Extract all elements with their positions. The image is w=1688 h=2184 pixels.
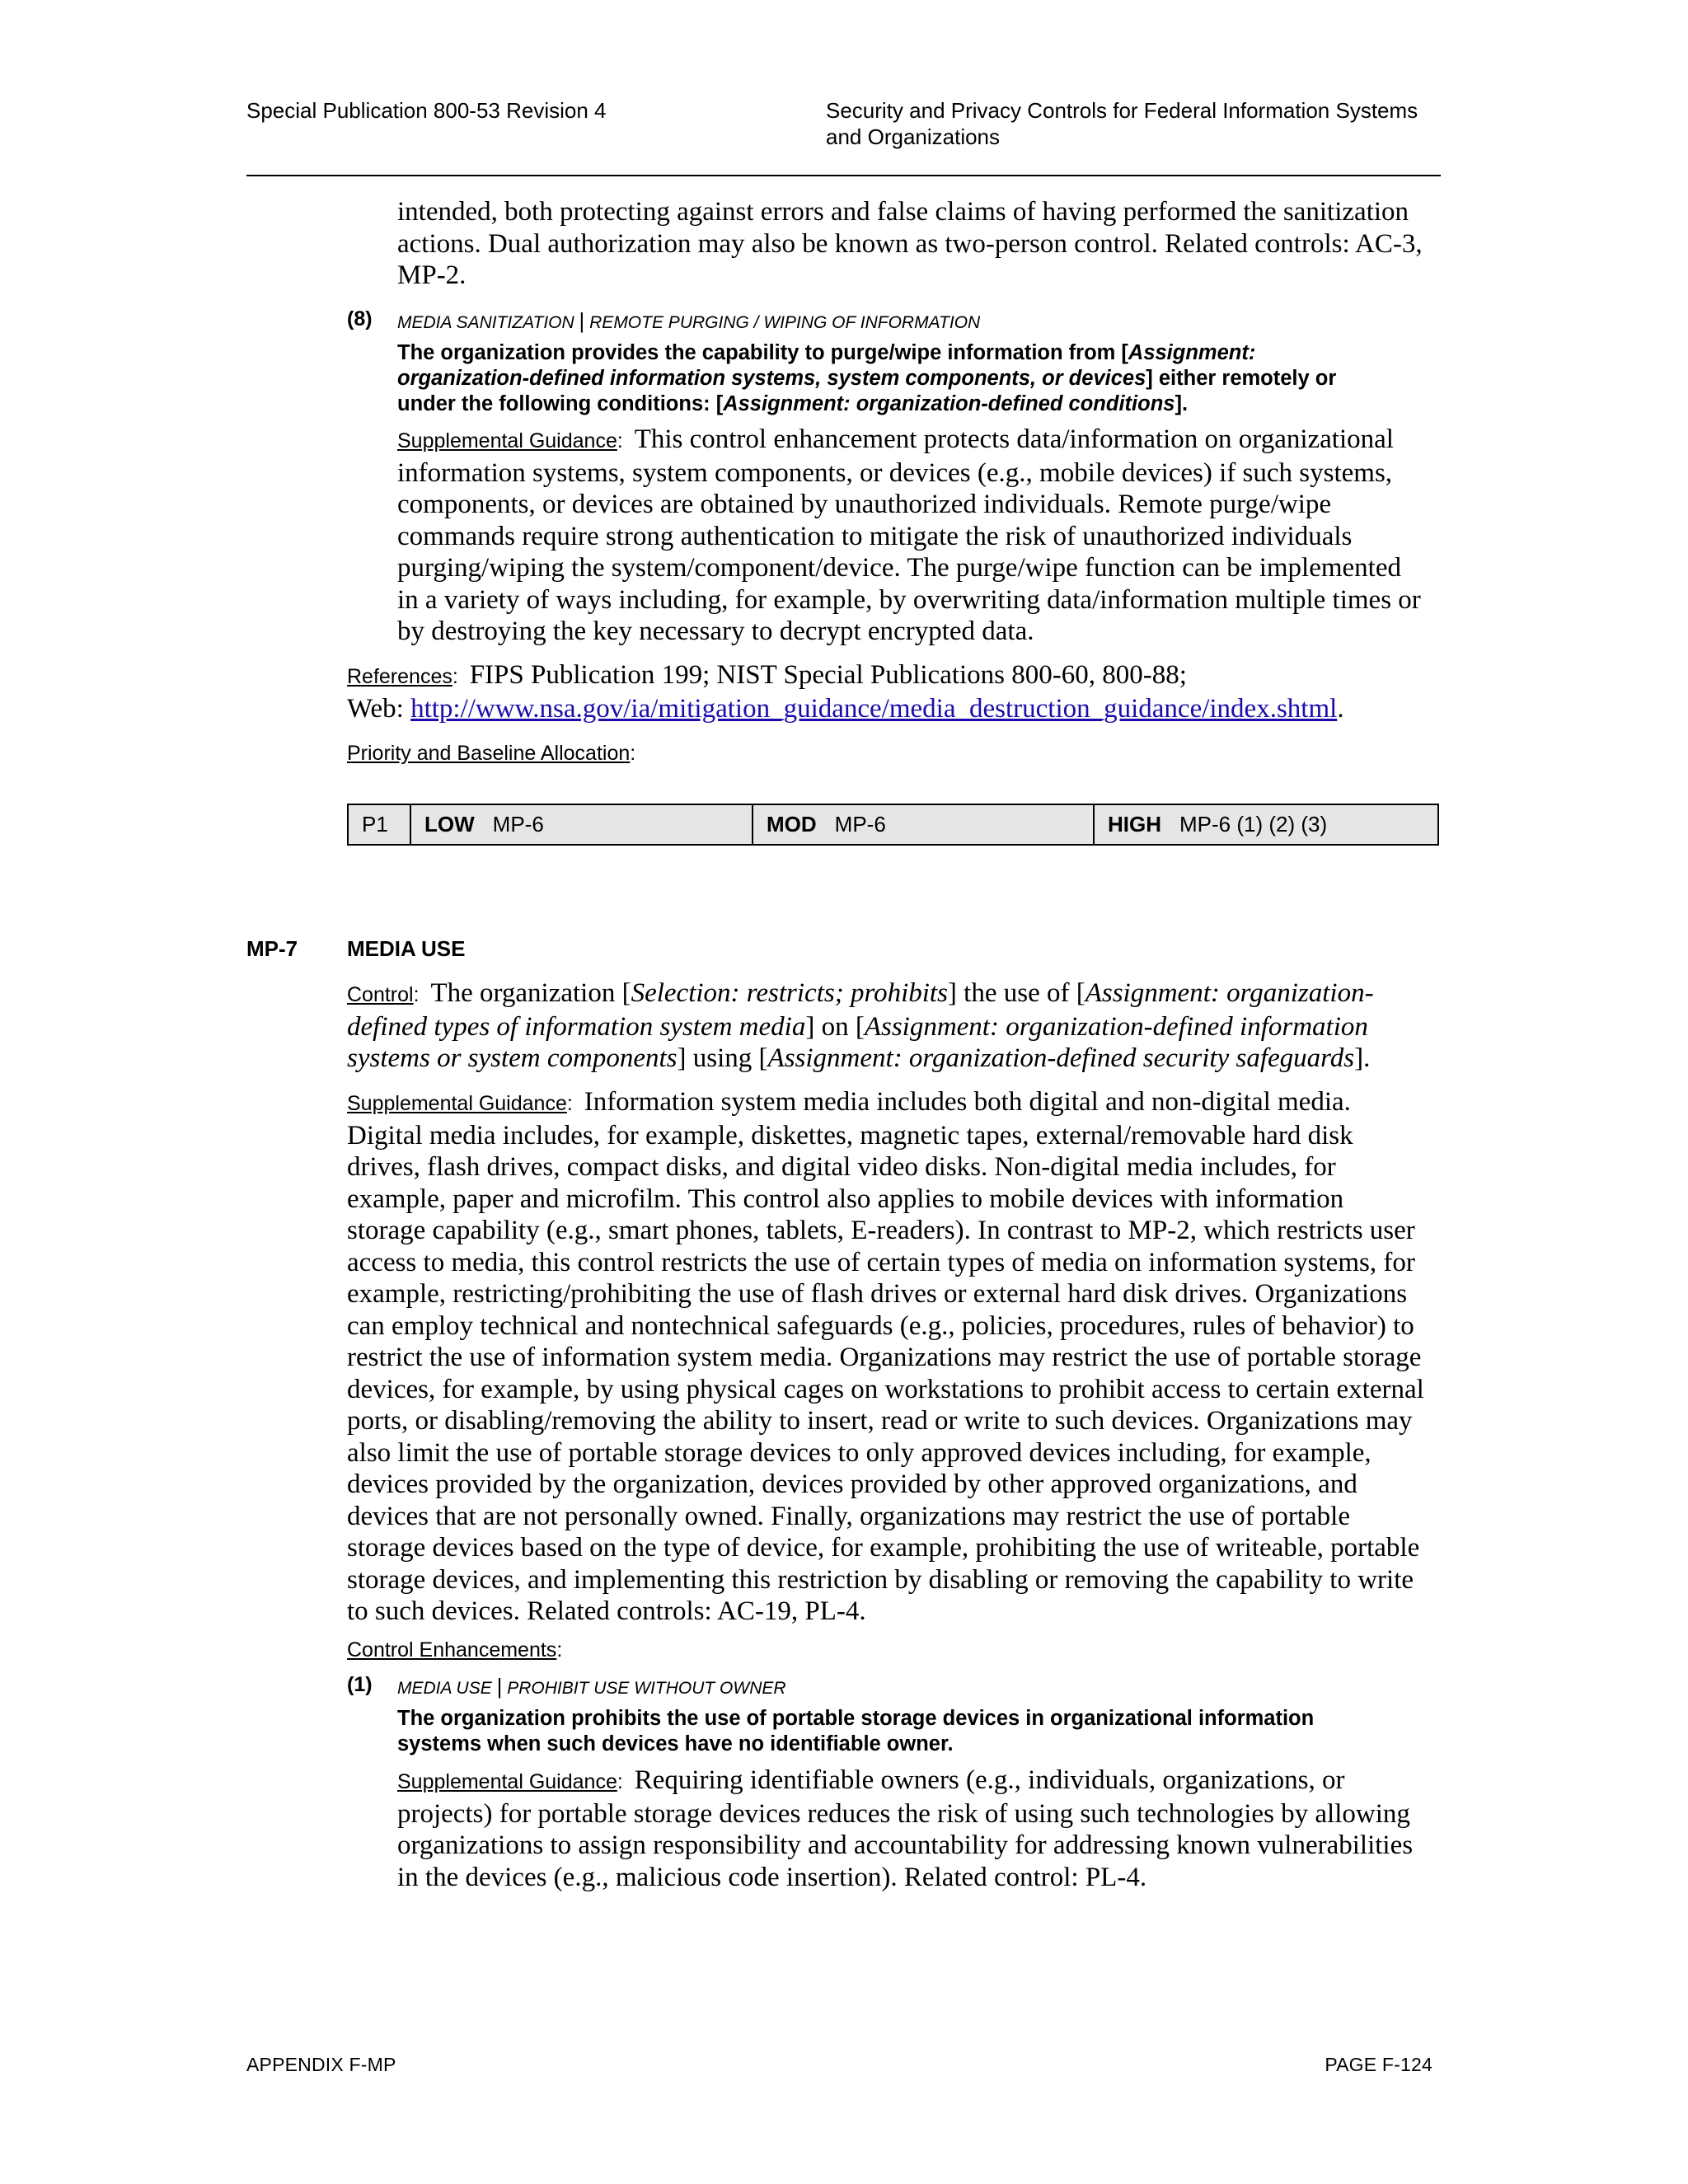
text-line: commands require strong authentication to mitigate the risk of unauthorized individuals: [397, 521, 1353, 551]
enhancement-title-part-a: MEDIA USE: [397, 1679, 492, 1698]
high-value: MP-6 (1) (2) (3): [1179, 812, 1328, 837]
priority-cell: [349, 805, 411, 844]
enhancement-title-part-b: REMOTE PURGING / WIPING OF INFORMATION: [589, 313, 981, 332]
text-line: organizations to assign responsibility and accountability for addressing known vulnerabilities: [397, 1830, 1414, 1860]
references: [347, 659, 1443, 724]
priority-value: P1: [362, 812, 388, 837]
priority-label: Priority and Baseline Allocation: [347, 742, 631, 765]
text-line: by destroying the key necessary to decrypt encrypted data.: [397, 616, 1034, 646]
control-text: systems when such devices have no identifiable owner.: [397, 1732, 954, 1755]
control-text: ] the use of [: [947, 978, 1085, 1008]
continuation-paragraph: [397, 196, 1444, 292]
text-line: Requiring identifiable owners (e.g., individuals, organizations, or: [634, 1765, 1345, 1795]
label-colon: :: [452, 665, 470, 688]
enhancement-guidance: [397, 1765, 1444, 1893]
selection-text: Selection: restricts; prohibits: [631, 978, 948, 1008]
enhancement-number: (1): [347, 1673, 373, 1696]
text-line: storage capability (e.g., smart phones, tablets, E-readers). In contrast to MP-2, which restricts user: [347, 1216, 1415, 1245]
text-line: projects) for portable storage devices reduces the risk of using such technologies by allowing: [397, 1798, 1410, 1829]
text-tail: .: [1337, 693, 1344, 724]
running-header-left: Special Publication 800-53 Revision 4: [246, 98, 607, 123]
guidance-label: Supplemental Guidance: [347, 1092, 567, 1115]
priority-label-row: [347, 742, 635, 766]
nsa-guidance-link[interactable]: http://www.nsa.gov/ia/mitigation_guidance/media_destruction_guidance/index.shtml: [410, 693, 1338, 724]
assignment-text: Assignment: organization-: [1085, 978, 1374, 1008]
running-header-right-line1: Security and Privacy Controls for Federal Information Systems: [826, 98, 1418, 123]
high-label: HIGH: [1108, 812, 1161, 837]
text-line: devices provided by the organization, devices provided by other approved organizations, and: [347, 1469, 1357, 1499]
text-line: devices that are not personally owned. Finally, organizations may restrict the use of portable: [347, 1501, 1350, 1531]
assignment-text: Assignment:: [1128, 341, 1256, 364]
references-label: References: [347, 665, 452, 688]
web-prefix: Web:: [347, 693, 411, 724]
label-colon: :: [566, 1092, 584, 1115]
assignment-text: organization-defined information systems, system components, or devices: [397, 367, 1146, 390]
title-separator: |: [579, 308, 585, 333]
header-rule: [246, 175, 1441, 176]
text-line: in the devices (e.g., malicious code insertion). Related control: PL-4.: [397, 1862, 1147, 1892]
low-value: MP-6: [492, 812, 544, 837]
text-line: information systems, system components, or devices (e.g., mobile devices) if such systems,: [397, 457, 1393, 488]
text-line: example, restricting/prohibiting the use of flash drives or external hard disk drives. Organizations: [347, 1279, 1408, 1309]
text-line: devices, for example, by using physical cages on workstations to prohibit access to certain external: [347, 1374, 1424, 1404]
mod-label: MOD: [767, 812, 817, 837]
enhancement-control-text: [397, 340, 1436, 417]
label-colon: :: [617, 429, 635, 452]
control-statement: [347, 977, 1443, 1075]
assignment-text: systems or system components: [347, 1043, 678, 1073]
enhancement-title: [397, 1674, 786, 1699]
mod-value: MP-6: [834, 812, 886, 837]
control-label: Control: [347, 983, 414, 1006]
label-colon: :: [617, 1770, 635, 1793]
enhancement-guidance: [397, 424, 1444, 648]
control-text: ].: [1354, 1043, 1371, 1073]
footer-page-number: PAGE F-124: [1325, 2054, 1432, 2075]
text-line: storage devices based on the type of device, for example, prohibiting the use of writeable, portable: [347, 1533, 1420, 1563]
text-line: actions. Dual authorization may also be known as two-person control. Related controls: AC-3,: [397, 228, 1423, 259]
text-line: components, or devices are obtained by unauthorized individuals. Remote purge/wipe: [397, 490, 1332, 519]
text-line: storage devices, and implementing this restriction by disabling or removing the capability to write: [347, 1564, 1414, 1595]
mod-baseline-cell: [753, 805, 1095, 844]
control-title: MEDIA USE: [347, 936, 466, 961]
enhancement-title-part-a: MEDIA SANITIZATION: [397, 313, 574, 332]
control-text: ] either remotely or: [1146, 367, 1337, 390]
control-text: The organization prohibits the use of portable storage devices in organizational information: [397, 1707, 1315, 1730]
assignment-text: Assignment: organization-defined security safeguards: [767, 1043, 1355, 1073]
enhancement-number: (8): [347, 307, 373, 330]
text-line: to such devices. Related controls: AC-19, PL-4.: [347, 1596, 866, 1626]
label-colon: :: [556, 1638, 563, 1661]
enhancement-title: [397, 308, 980, 334]
references-text: FIPS Publication 199; NIST Special Publications 800-60, 800-88;: [469, 660, 1187, 690]
assignment-text: Assignment: organization-defined conditions: [723, 392, 1175, 415]
baseline-allocation-table: [347, 804, 1439, 846]
control-id: MP-7: [246, 936, 298, 961]
title-separator: |: [496, 1674, 503, 1699]
enhancement-control-text: [397, 1706, 1436, 1757]
control-text: ] on [: [805, 1011, 865, 1042]
mp7-supplemental-guidance: [347, 1086, 1447, 1628]
running-header-right: [826, 97, 1452, 150]
footer-appendix: APPENDIX F-MP: [246, 2054, 396, 2075]
control-enhancements-heading: [347, 1638, 562, 1662]
guidance-label: Supplemental Guidance: [397, 429, 617, 452]
text-line: example, paper and microfilm. This control also applies to mobile devices with information: [347, 1183, 1344, 1214]
guidance-label: Supplemental Guidance: [397, 1770, 617, 1793]
text-line: can employ technical and nontechnical safeguards (e.g., policies, procedures, rules of behavior) to: [347, 1310, 1414, 1341]
text-line: restrict the use of information system media. Organizations may restrict the use of portable storage: [347, 1343, 1422, 1372]
label-colon: :: [630, 742, 636, 765]
control-text: The organization [: [430, 978, 631, 1008]
text-line: also limit the use of portable storage devices to only approved devices including, for example,: [347, 1437, 1372, 1468]
running-header-right-line2: and Organizations: [826, 124, 1001, 149]
text-line: in a variety of ways including, for example, by overwriting data/information multiple times or: [397, 584, 1421, 615]
low-baseline-cell: [411, 805, 753, 844]
text-line: Information system media includes both digital and non-digital media.: [584, 1087, 1351, 1117]
control-enhancements-label: Control Enhancements: [347, 1638, 557, 1661]
low-label: LOW: [424, 812, 475, 837]
text-line: purging/wiping the system/component/device. The purge/wipe function can be implemented: [397, 553, 1401, 583]
text-line: access to media, this control restricts the use of certain types of media on information systems, for: [347, 1247, 1415, 1277]
text-line: This control enhancement protects data/information on organizational: [634, 424, 1394, 454]
control-text: The organization provides the capability to purge/wipe information from [: [397, 341, 1128, 364]
label-colon: :: [413, 983, 431, 1006]
text-line: intended, both protecting against errors and false claims of having performed the sanitization: [397, 197, 1409, 227]
control-text: ].: [1175, 392, 1189, 415]
assignment-text: defined types of information system media: [347, 1011, 806, 1042]
text-line: MP-2.: [397, 260, 467, 290]
high-baseline-cell: [1095, 805, 1437, 844]
text-line: ports, or disabling/removing the ability to insert, read or write to such devices. Organizations may: [347, 1406, 1413, 1436]
text-line: Digital media includes, for example, diskettes, magnetic tapes, external/removable hard disk: [347, 1120, 1353, 1151]
control-text: ] using [: [677, 1043, 768, 1073]
text-line: drives, flash drives, compact disks, and digital video disks. Non-digital media includes, for: [347, 1152, 1336, 1182]
enhancement-title-part-b: PROHIBIT USE WITHOUT OWNER: [507, 1679, 786, 1698]
control-text: under the following conditions: [: [397, 392, 724, 415]
assignment-text: Assignment: organization-defined information: [864, 1011, 1368, 1042]
